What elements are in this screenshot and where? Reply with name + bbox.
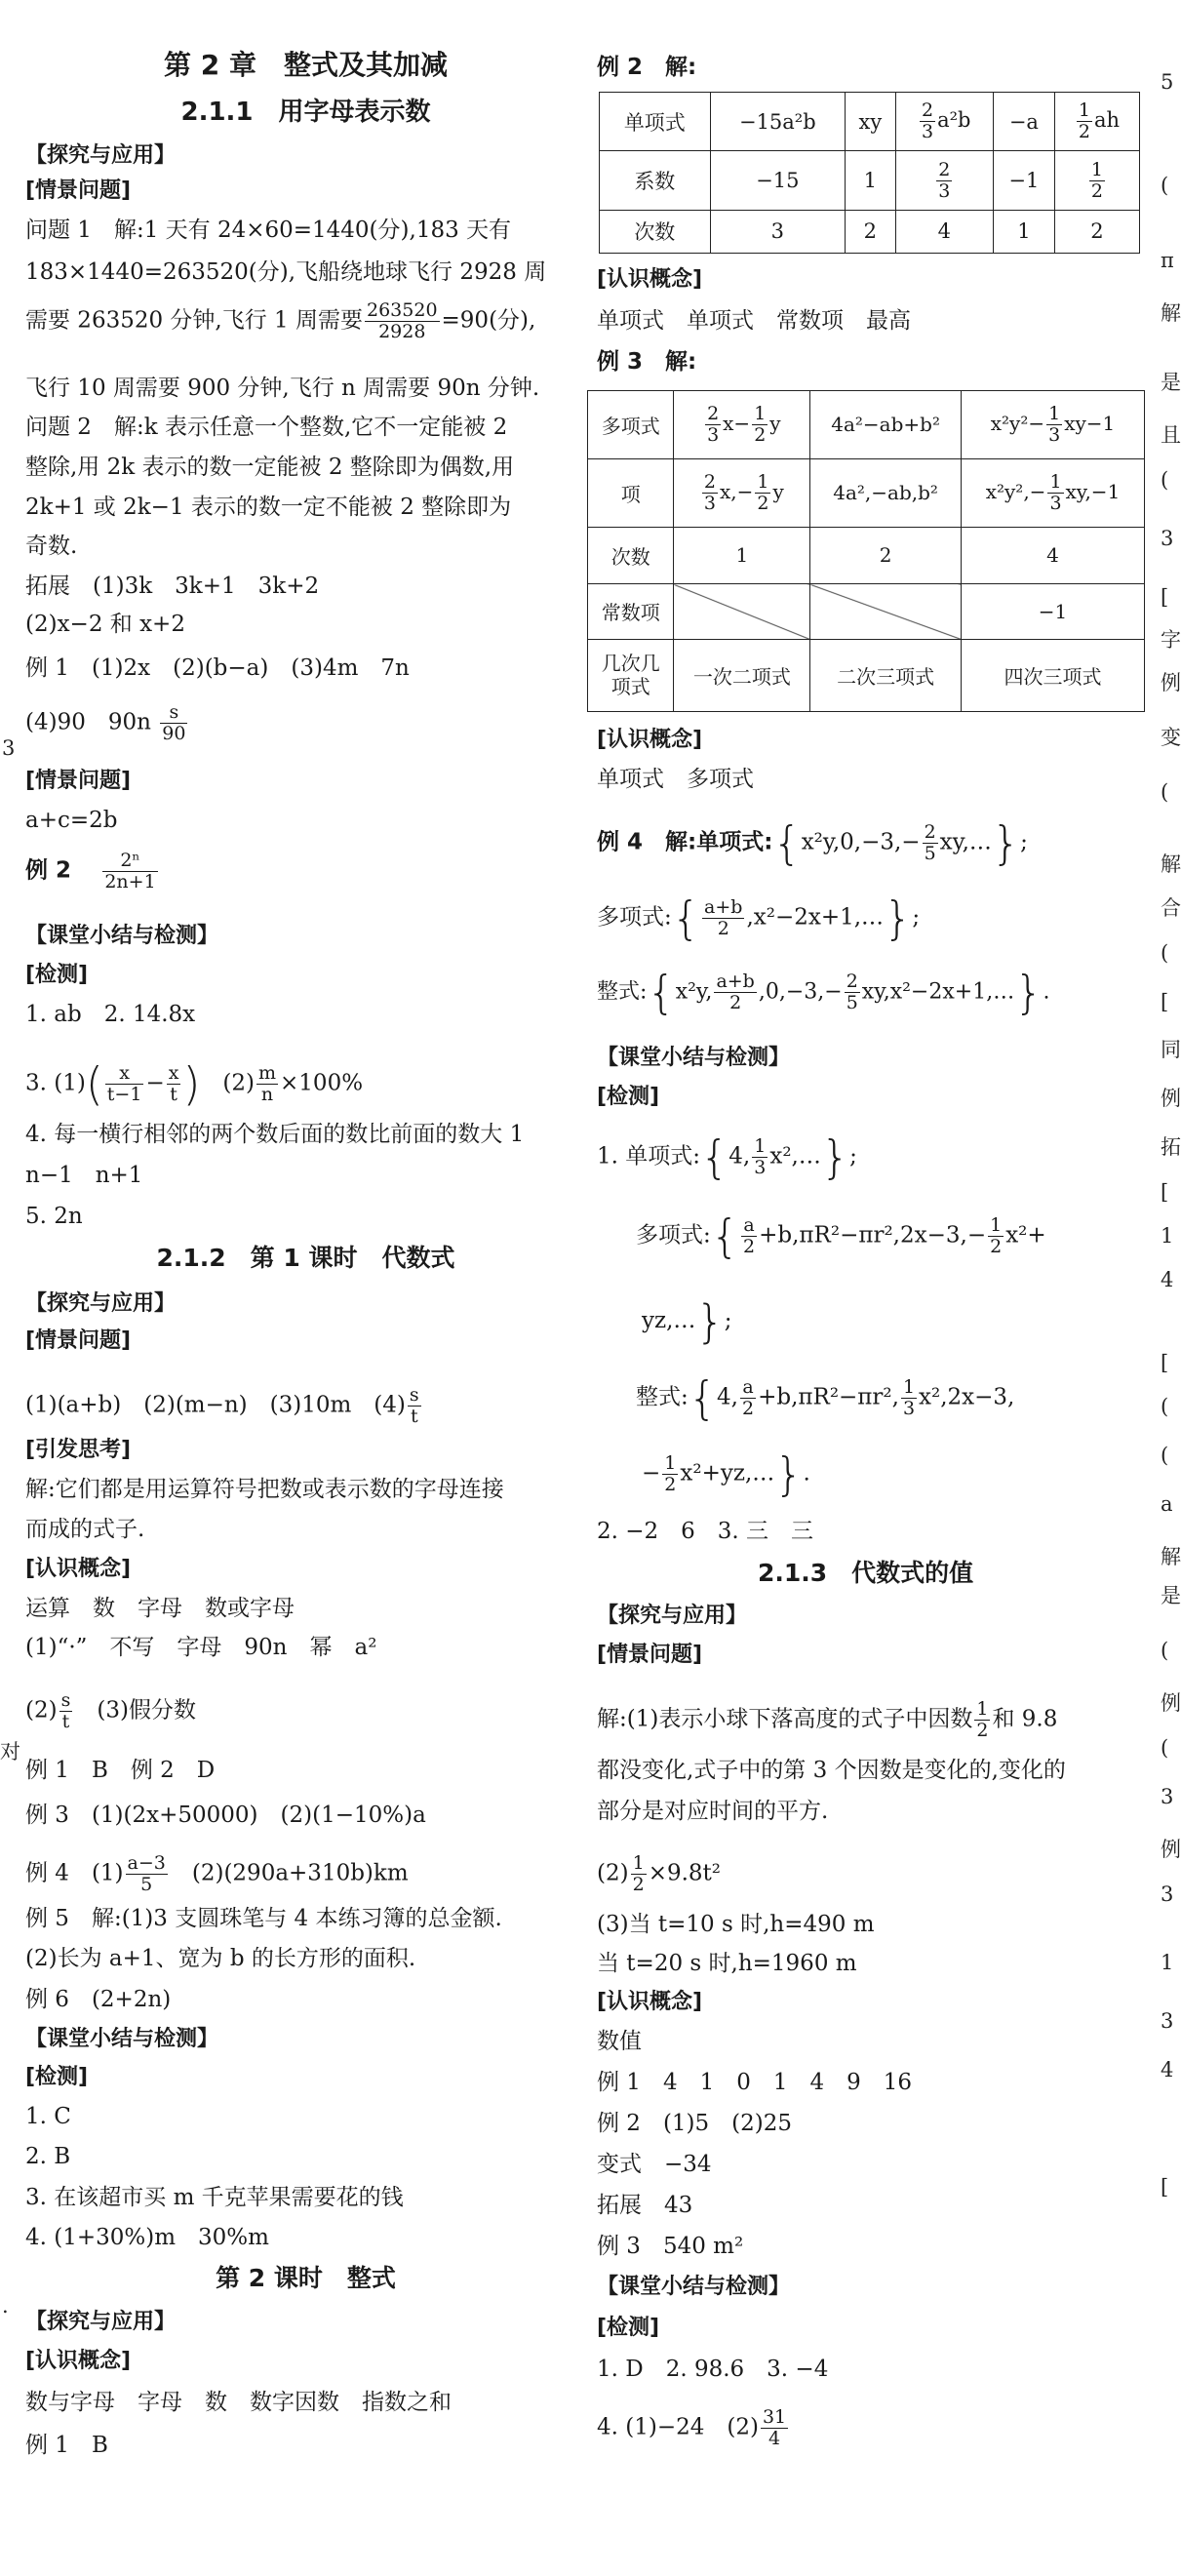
edge-fragment: 且 xyxy=(1161,423,1181,447)
edge-fragment: [ xyxy=(1161,2175,1169,2199)
example-line: 例 6 (2+2n) xyxy=(25,1987,172,2012)
table-cell: −1 xyxy=(993,151,1054,210)
edge-fragment: ( xyxy=(1161,1736,1169,1760)
table-row xyxy=(600,210,1140,253)
table-cell: 一次二项式 xyxy=(674,639,810,711)
heading-situation: [情景问题] xyxy=(25,178,132,203)
example-line: (2)长为 a+1、宽为 b 的长方形的面积. xyxy=(25,1946,416,1971)
check-integral: − $\frac{1}{2}$ x²+yz,…}. xyxy=(642,1447,810,1501)
edge-fragment: 4 xyxy=(1161,2058,1174,2081)
example-line: 例 3 (1)(2x+50000) (2)(1−10%)a xyxy=(25,1803,426,1828)
text: 需要 263520 分钟,飞行 1 周需要 xyxy=(25,307,363,334)
heading-check: [检测] xyxy=(25,2065,89,2089)
example-1-line: 例 1 (1)2x (2)(b−a) (3)4m 7n xyxy=(25,655,410,681)
check-polynomials: 多项式:{ $\frac{a}{2}$ +b,πR²−πr²,2x−3,− $\frac{1}{2}$ x²+ xyxy=(636,1209,1046,1263)
edge-fragment: ( xyxy=(1161,1639,1169,1662)
edge-fragment: 3 xyxy=(1161,527,1174,550)
heading-situation: [情景问题] xyxy=(25,1328,132,1353)
table-cell: 四次三项式 xyxy=(962,639,1145,711)
fraction: $\frac{s}{90}$ xyxy=(162,701,186,744)
table-cell: 2 xyxy=(810,527,962,584)
question-2-line: 整除,用 2k 表示的数一定能被 2 整除即为偶数,用 xyxy=(25,455,515,480)
edge-fragment: 是 xyxy=(1161,371,1181,394)
check-integral: 整式:{4, $\frac{a}{2}$ +b,πR²−πr², $\frac{1}{3}$ x²,2x−3, xyxy=(636,1371,1015,1425)
edge-fragment: 解 xyxy=(1161,301,1181,325)
example-3-label: 例 3 解: xyxy=(597,349,697,375)
situation-answer: 部分是对应时间的平方. xyxy=(597,1799,829,1824)
edge-fragment: 对 xyxy=(0,1740,20,1764)
heading-think: [引发思考] xyxy=(25,1438,132,1462)
table-row xyxy=(588,639,1145,711)
edge-fragment: 例 xyxy=(1161,1691,1181,1715)
table-row xyxy=(588,527,1145,584)
table-cell: $\frac{2}{3}$ a²b xyxy=(895,93,993,151)
heading-explore: 【探究与应用】 xyxy=(25,2310,177,2334)
situation-answer: (3)当 t=10 s 时,h=490 m xyxy=(597,1912,875,1937)
example-line: 变式 −34 xyxy=(597,2152,712,2177)
edge-fragment: ( xyxy=(1161,1444,1169,1467)
heading-concept: [认识概念] xyxy=(597,728,703,752)
example-line: 例 1 B xyxy=(25,2433,108,2458)
heading-summary: 【课堂小结与检测】 xyxy=(597,2275,791,2299)
situation-answer: 当 t=20 s 时,h=1960 m xyxy=(597,1951,857,1976)
table-cell: 3 xyxy=(710,210,845,253)
check-answer: 1. D 2. 98.6 3. −4 xyxy=(597,2357,829,2382)
edge-fragment: [ xyxy=(1161,990,1169,1013)
extension-line: (2)x−2 和 x+2 xyxy=(25,612,185,637)
think-line: 而成的式子. xyxy=(25,1517,145,1542)
check-answer: 4. (1)−24 (2) $\frac{31}{4}$ xyxy=(597,2406,787,2449)
concept-line: 运算 数 字母 数或字母 xyxy=(25,1596,295,1621)
monomial-table xyxy=(599,92,1140,254)
table-cell: 4a²,−ab,b² xyxy=(810,458,962,527)
situation-answer: (2) $\frac{1}{2}$ ×9.8t² xyxy=(597,1852,721,1895)
check-answer: 2. −2 6 3. 三 三 xyxy=(597,1519,814,1544)
heading-explore: 【探究与应用】 xyxy=(25,143,177,168)
table-cell: xy xyxy=(846,93,896,151)
question-1-line: 问题 1 解:1 天有 24×60=1440(分),183 天有 xyxy=(25,218,512,243)
table-cell: −15a²b xyxy=(710,93,845,151)
table-cell: 系数 xyxy=(600,151,711,210)
heading-concept: [认识概念] xyxy=(25,2349,132,2373)
situation-answer: (1)(a+b) (2)(m−n) (3)10m (4) $\frac{s}{t}$ xyxy=(25,1384,419,1427)
extension-line: 拓展 (1)3k 3k+1 3k+2 xyxy=(25,574,320,599)
table-row xyxy=(600,93,1140,151)
table-cell: 4 xyxy=(895,210,993,253)
edge-fragment: 合 xyxy=(1161,896,1181,920)
section-title-2-1-2: 2.1.2 第 1 课时 代数式 xyxy=(156,1244,455,1272)
chapter-title: 第 2 章 整式及其加减 xyxy=(164,49,448,81)
situation-answer: 解:(1)表示小球下落高度的式子中因数 $\frac{1}{2}$ 和 9.8 xyxy=(597,1698,1058,1741)
edge-fragment: 例 xyxy=(1161,1087,1181,1110)
example-line: 拓展 43 xyxy=(597,2193,693,2218)
table-cell: 1 xyxy=(846,151,896,210)
example-line: 例 4 (1) $\frac{a-3}{5}$ (2)(290a+310b)km xyxy=(25,1852,409,1895)
table-row xyxy=(600,151,1140,210)
question-2-line: 问题 2 解:k 表示任意一个整数,它不一定能被 2 xyxy=(25,415,508,440)
table-row xyxy=(588,458,1145,527)
edge-fragment: 3 xyxy=(1161,1785,1174,1808)
table-cell: 4 xyxy=(962,527,1145,584)
table-cell: 单项式 xyxy=(600,93,711,151)
example-4-integral: 整式:{x²y, $\frac{a+b}{2}$ ,0,−3,− $\frac{2}{5}$ xy,x²−2x+1,…}. xyxy=(597,966,1050,1019)
heading-summary: 【课堂小结与检测】 xyxy=(25,2027,219,2051)
polynomial-table xyxy=(587,390,1145,712)
example-2-line xyxy=(25,851,160,892)
think-line: 解:它们都是用运算符号把数或表示数的字母连接 xyxy=(25,1477,504,1502)
edge-fragment: ( xyxy=(1161,780,1169,804)
table-cell: $\frac{2}{3}$ x,− $\frac{1}{2}$ y xyxy=(674,458,810,527)
fraction: $\frac{\text{2ⁿ}}{2n+1}$ xyxy=(104,850,156,892)
table-row xyxy=(588,391,1145,459)
table-cell: 二次三项式 xyxy=(810,639,962,711)
check-polynomials: yz,…}; xyxy=(642,1295,732,1348)
edge-fragment: 3 xyxy=(1161,2009,1174,2033)
edge-fragment: ( xyxy=(1161,174,1169,197)
concept-line: 数值 xyxy=(597,2029,642,2054)
table-cell: 次数 xyxy=(600,210,711,253)
fraction: $\frac{263520}{2928}$ xyxy=(367,299,438,342)
label: 例 2 xyxy=(25,857,72,884)
edge-fragment: [ xyxy=(1161,1180,1169,1204)
concept-line: 单项式 单项式 常数项 最高 xyxy=(597,308,911,334)
table-cell-empty xyxy=(810,584,962,639)
example-2-label: 例 2 解: xyxy=(597,55,697,80)
table-cell: 2 xyxy=(1054,210,1139,253)
edge-fragment: 同 xyxy=(1161,1038,1181,1061)
table-row xyxy=(588,584,1145,639)
edge-fragment: 3 xyxy=(1161,1882,1174,1906)
heading-situation: [情景问题] xyxy=(597,1643,703,1667)
table-cell: −1 xyxy=(962,584,1145,639)
check-answer: 5. 2n xyxy=(25,1204,83,1229)
heading-explore: 【探究与应用】 xyxy=(597,1604,748,1628)
edge-fragment: . xyxy=(2,2294,9,2318)
lesson-2-title: 第 2 课时 整式 xyxy=(216,2264,396,2292)
situation-answer: 都没变化,式子中的第 3 个因数是变化的,变化的 xyxy=(597,1758,1066,1783)
example-line: 例 1 B 例 2 D xyxy=(25,1758,216,1783)
edge-fragment: 4 xyxy=(1161,1268,1174,1291)
table-cell: x²y²− $\frac{1}{3}$ xy−1 xyxy=(962,391,1145,459)
table-cell: 2 xyxy=(846,210,896,253)
question-1-line: 飞行 10 周需要 900 分钟,飞行 n 周需要 90n 分钟. xyxy=(25,376,540,401)
heading-explore: 【探究与应用】 xyxy=(25,1291,177,1316)
edge-fragment: ( xyxy=(1161,1395,1169,1418)
section-title-2-1-1: 2.1.1 用字母表示数 xyxy=(180,98,431,127)
table-cell: $\frac{2}{3}$ xyxy=(895,151,993,210)
example-4-monomials: 例 4 解:单项式:{x²y,0,−3,− $\frac{2}{5}$ xy,…}; xyxy=(597,816,1028,870)
edge-fragment: a xyxy=(1161,1492,1173,1516)
edge-fragment: 拓 xyxy=(1161,1135,1181,1159)
edge-fragment: ( xyxy=(1161,468,1169,492)
heading-concept: [认识概念] xyxy=(597,1990,703,2014)
edge-fragment: 1 xyxy=(1161,1224,1174,1248)
concept-line: (1)“·” 不写 字母 90n 幂 a² xyxy=(25,1635,377,1660)
example-line: 例 5 解:(1)3 支圆珠笔与 4 本练习簿的总金额. xyxy=(25,1906,502,1931)
text: =90(分), xyxy=(441,307,536,334)
question-1-line xyxy=(25,300,535,342)
check-answer: 3. 在该超市买 m 千克苹果需要花的钱 xyxy=(25,2185,404,2210)
table-cell: 1 xyxy=(674,527,810,584)
heading-check: [检测] xyxy=(597,2316,660,2340)
table-cell-empty xyxy=(674,584,810,639)
edge-fragment: 5 xyxy=(1161,70,1174,94)
edge-fragment: [ xyxy=(1161,1351,1169,1374)
edge-fragment: 例 xyxy=(1161,671,1181,694)
example-line: 例 2 (1)5 (2)25 xyxy=(597,2111,793,2136)
example-line: 例 1 4 1 0 1 4 9 16 xyxy=(597,2070,913,2095)
table-cell: 项 xyxy=(588,458,674,527)
concept-line: 单项式 多项式 xyxy=(597,767,754,792)
heading-summary: 【课堂小结与检测】 xyxy=(597,1046,791,1070)
example-4-polynomials: 多项式:{ $\frac{a+b}{2}$ ,x²−2x+1,…}; xyxy=(597,892,921,945)
answer-line: a+c=2b xyxy=(25,808,118,833)
edge-fragment: 1 xyxy=(1161,1951,1174,1974)
question-2-line: 奇数. xyxy=(25,534,78,559)
section-title-2-1-3: 2.1.3 代数式的值 xyxy=(758,1559,974,1587)
table-cell: 几次几 项式 xyxy=(588,639,674,711)
edge-fragment: ( xyxy=(1161,941,1169,965)
check-answer: 4. 每一横行相邻的两个数后面的数比前面的数大 1 xyxy=(25,1122,525,1147)
edge-fragment: [ xyxy=(1161,585,1169,609)
question-1-line: 183×1440=263520(分),飞船绕地球飞行 2928 周 xyxy=(25,259,547,285)
concept-line: 数与字母 字母 数 数字因数 指数之和 xyxy=(25,2390,452,2415)
heading-situation: [情景问题] xyxy=(25,769,132,793)
heading-concept: [认识概念] xyxy=(597,267,703,292)
edge-fragment: 解 xyxy=(1161,1545,1181,1568)
table-cell: 常数项 xyxy=(588,584,674,639)
heading-summary: 【课堂小结与检测】 xyxy=(25,924,219,948)
heading-concept: [认识概念] xyxy=(25,1557,132,1581)
table-cell: 多项式 xyxy=(588,391,674,459)
table-cell: $\frac{2}{3}$ x− $\frac{1}{2}$ y xyxy=(674,391,810,459)
edge-fragment: π xyxy=(1161,249,1174,272)
text: (4)90 90n xyxy=(25,709,151,735)
table-cell: 1 xyxy=(993,210,1054,253)
heading-check: [检测] xyxy=(25,963,89,987)
check-answer: 3. (1)( $\frac{x}{t-1}$ − $\frac{x}{t}$ ) (2) $\frac{m}{n}$ ×100% xyxy=(25,1057,364,1111)
concept-line: (2) $\frac{s}{t}$ (3)假分数 xyxy=(25,1689,196,1732)
example-line: 例 3 540 m² xyxy=(597,2234,744,2259)
table-cell: −a xyxy=(993,93,1054,151)
table-cell: $\frac{1}{2}$ xyxy=(1054,151,1139,210)
check-answer: 2. B xyxy=(25,2144,71,2169)
table-cell: −15 xyxy=(710,151,845,210)
edge-fragment: 解 xyxy=(1161,852,1181,876)
table-cell: 4a²−ab+b² xyxy=(810,391,962,459)
check-monomials: 1. 单项式:{4, $\frac{1}{3}$ x²,…}; xyxy=(597,1130,857,1184)
check-answer: 4. (1+30%)m 30%m xyxy=(25,2225,269,2250)
table-cell: $\frac{1}{2}$ ah xyxy=(1054,93,1139,151)
heading-check: [检测] xyxy=(597,1085,660,1109)
edge-fragment: 变 xyxy=(1161,726,1181,749)
check-answer: 1. C xyxy=(25,2104,71,2129)
check-answer: 1. ab 2. 14.8x xyxy=(25,1002,196,1027)
check-answer: n−1 n+1 xyxy=(25,1163,143,1188)
question-2-line: 2k+1 或 2k−1 表示的数一定不能被 2 整除即为 xyxy=(25,495,512,520)
edge-fragment: 3 xyxy=(2,736,16,760)
table-cell: 次数 xyxy=(588,527,674,584)
edge-fragment: 是 xyxy=(1161,1584,1181,1607)
edge-fragment: 例 xyxy=(1161,1838,1181,1861)
table-cell: x²y²,− $\frac{1}{3}$ xy,−1 xyxy=(962,458,1145,527)
example-1-line xyxy=(25,702,189,744)
edge-fragment: 字 xyxy=(1161,628,1181,652)
